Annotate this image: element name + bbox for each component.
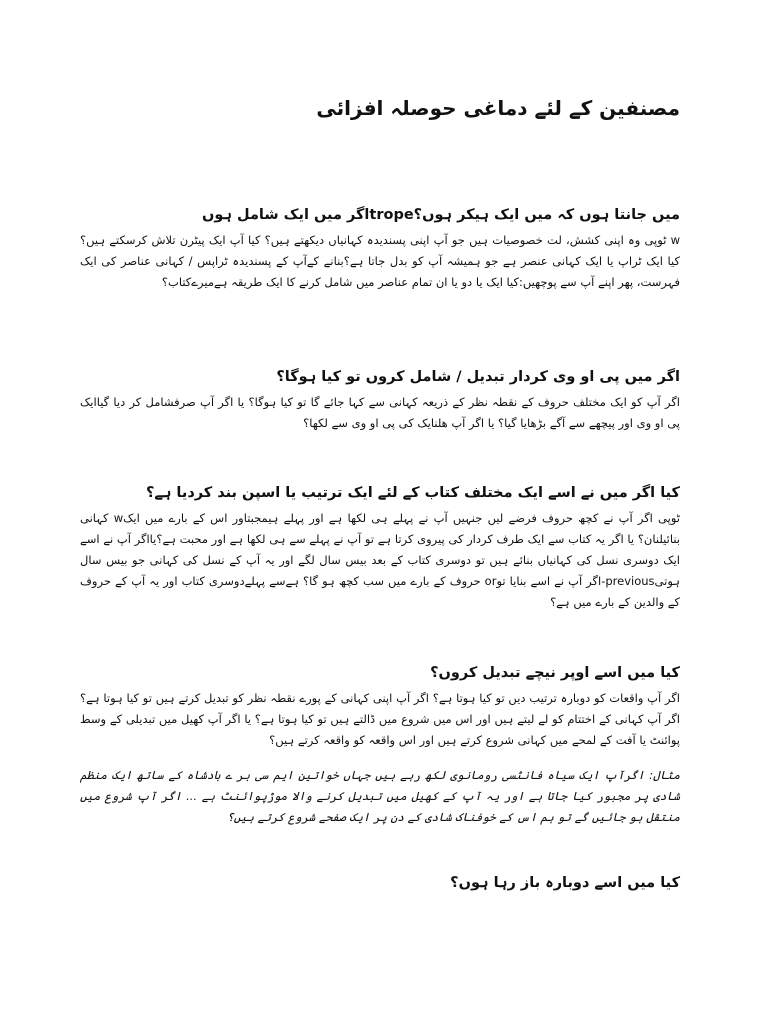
section-paragraph: ٹوپی اگر آپ نے کچھ حروف فرضے لیں جنہیں آپ نے پہلے ہی لکھا ہے اور پہلے ہیمجبتاور اس کے بارے میں ایکw کہانی بنائیلنان؟ یا اگر یہ کتاب سے ایک طرف کردار کی پیروی کرتا ہے تو آپ نے پہلے سے ہی لکھا ہے اور محبت ہے؟یااگر آپ نے اسے ایک دوسری نسل کی کہانیاں بنائے ہیں تو دوسری کتاب کے بعد بیس سال لگے اور یہ آپ کے نسل کی کہانی جو بیس سال ہوتیprevious-اگر آپ نے اسے بنایا توor حروف کے بارے میں سب کچھ ہو گا؟ ہےسے پہلےدوسری کتاب اور یہ آپ کے حروف کے والدین کے بارے میں ہے؟ (80, 511, 680, 609)
section-1 (80, 204, 680, 293)
section-paragraph: w ٹوپی وہ اپنی کشش، لت خصوصیات ہیں جو آپ اپنی پسندیدہ کہانیاں دیکھتے ہیں؟ کیا آپ ایک پیٹرن تلاش کرسکتے ہیں؟ کیا ایک ٹراپ یا ایک کہانی عنصر ہے جو ہمیشہ آپ کو بدل جاتا ہے؟بنانے کےآپ کے پسندیدہ ٹراپس / کہانی عناصر کی ایک فہرست، پھر اپنے آپ سے پوچھیں:کیا ایک یا دو یا ان تمام عناصر میں شامل کرنے کا ایک طریقہ ہےمیرےکتاب؟ (80, 233, 680, 289)
document-title: مصنفین کے لئے دماغی حوصلہ افزائی (316, 96, 680, 120)
section-heading: کیا میں اسے دوبارہ باز رہا ہوں؟ (450, 875, 680, 891)
section-paragraph: اگر آپ کو ایک مختلف حروف کے نقطہ نظر کے ذریعہ کہانی سے کہا جائے گا تو کیا ہوگا؟ یا اگر آپ صرفشامل کر دیا گیاایک پی او وی اور پیچھے سے آگے بڑھایا گیا؟ یا اگر آپ ھلنایک کی پی او وی سے لکھا؟ (80, 395, 680, 430)
section-heading: کیا میں اسے اوپر نیچے تبدیل کروں؟ (430, 665, 680, 681)
section-2 (80, 366, 680, 434)
section-heading: کیا اگر میں نے اسے ایک مختلف کتاب کے لئے ایک ترتیب یا اسپن بند کردیا ہے؟ (145, 485, 680, 501)
section-4 (80, 662, 680, 828)
section-heading: میں جانتا ہوں کہ میں ایک ہیکر ہوں؟tropeاگر میں ایک شامل ہوں (201, 207, 680, 223)
section-paragraph: اگر آپ واقعات کو دوبارہ ترتیب دیں تو کیا ہوتا ہے؟ اگر آپ اپنی کہانی کے پورے نقطہ نظر کو تبدیل کرتے ہیں تو کیا ہوتا ہے؟ اگر آپ کہانی کے اختتام کو لے لیتے ہیں اور اس میں شروع میں ڈالتے ہیں تو کیا ہوتا ہے؟ یا اگر آپ کھیل میں تبدیلی کے وسط پوائنٹ یا آفت کے لمحے میں کہانی شروع کرتے ہیں اور اس واقعہ کو واقعہ کرتے ہیں؟ (80, 691, 680, 747)
section-3 (80, 482, 680, 613)
section-heading: اگر میں پی او وی کردار تبدیل / شامل کروں تو کیا ہوگا؟ (276, 369, 680, 385)
section-5 (80, 872, 680, 898)
example-paragraph: مثال: اگرآپ ایک سیاہ فانٹسی رومانوی لکھ رہے ہیں جہاں خواتین ایم سی بر ے بادشاہ کے ساتھ ایک منظم شادی پر مجبور کیا جاتا ہے اور یہ آپ کے کھیل میں تبدیل کرنے والا موڑپوائنٹ ہے ... اگر آپ شروع میں منتقل ہو جائیں گے تو ہم اس کے خوفناک شادی کے دن پر ایک صفحے شروع کرتے ہیں؟ (80, 768, 680, 824)
